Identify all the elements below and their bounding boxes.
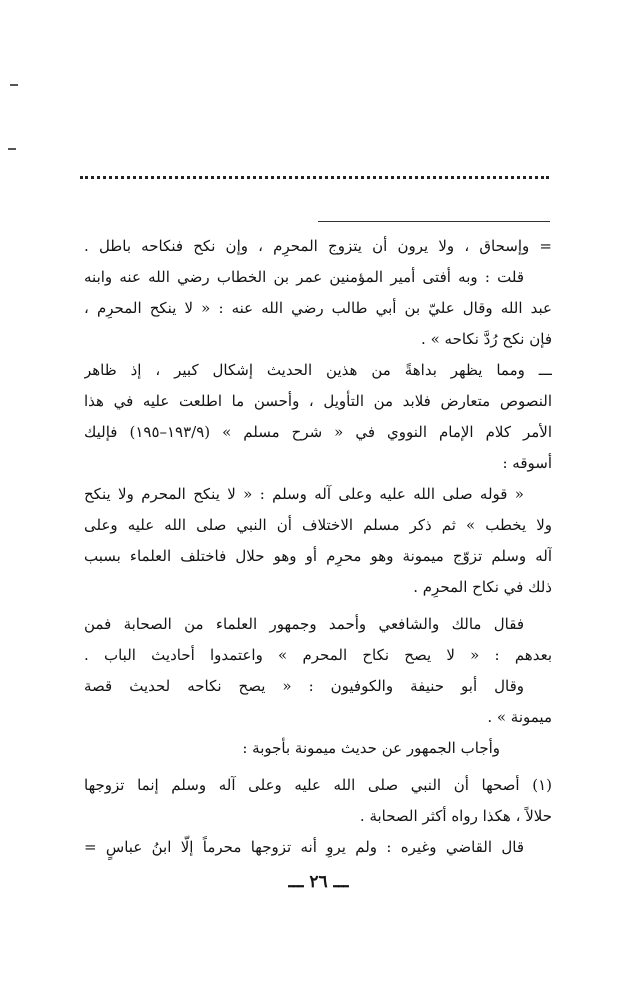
text-line: = وإسحاق ، ولا يرون أن يتزوج المحرِم ، وإن نكح فنكاحه باطل . [84, 237, 552, 255]
text-line: « قوله صلى الله عليه وعلى آله وسلم : « لا ينكح المحرم ولا ينكح [84, 485, 524, 503]
text-line: الأمر كلام الإمام النووي في « شرح مسلم » (١٩٣/٩–١٩٥) فإليك [84, 423, 552, 441]
page-text [84, 231, 552, 863]
scan-edge-mark-top [10, 84, 18, 86]
text-line: النصوص متعارض فلابد من التأويل ، وأحسن ما اطلعت عليه في هذا [84, 392, 552, 410]
text-line: بعدهم : « لا يصح نكاح المحرم » واعتمدوا أحاديث الباب . [84, 646, 552, 664]
scan-edge-mark-middle [8, 148, 16, 150]
text-line: حلالاً ، هكذا رواه أكثر الصحابة . [359, 807, 552, 825]
header-dotted-rule [80, 176, 549, 179]
page-number: ـــ ٢٦ ـــ [288, 872, 349, 892]
text-line: فقال مالك والشافعي وأحمد وجمهور العلماء من الصحابة فمن [84, 615, 524, 633]
text-line: فإن نكح رُدَّ نكاحه » . [421, 330, 552, 348]
text-line: وأجاب الجمهور عن حديث ميمونة بأجوبة : [242, 739, 500, 757]
text-line: ميمونة » . [487, 708, 552, 726]
text-line: آله وسلم تزوّج ميمونة وهو محرِم أو وهو حلال فاختلف العلماء بسبب [84, 547, 552, 565]
text-line: قلت : وبه أفتى أمير المؤمنين عمر بن الخطاب رضي الله عنه وابنه [84, 268, 524, 286]
text-line: ذلك في نكاح المحرِم . [413, 578, 552, 596]
text-line: عبد الله وقال عليّ بن أبي طالب رضي الله عنه : « لا ينكح المحرِم ، [84, 299, 552, 317]
text-line: أسوقه : [502, 454, 552, 472]
text-line: وقال أبو حنيفة والكوفيون : « يصح نكاحه لحديث قصة [84, 677, 524, 695]
text-line: ـــ ومما يظهر بداهةً من هذين الحديث إشكال كبير ، إذ ظاهر [84, 361, 552, 379]
text-line: قال القاضي وغيره : ولم يروِ أنه تزوجها محرماً إلّا ابنُ عباسٍ = [84, 838, 524, 856]
text-line: (١) أصحها أن النبي صلى الله عليه وعلى آله وسلم إنما تزوجها [84, 776, 552, 794]
text-line: ولا يخطب » ثم ذكر مسلم الاختلاف أن النبي صلى الله عليه وعلى [84, 516, 552, 534]
footnote-separator [318, 221, 550, 222]
